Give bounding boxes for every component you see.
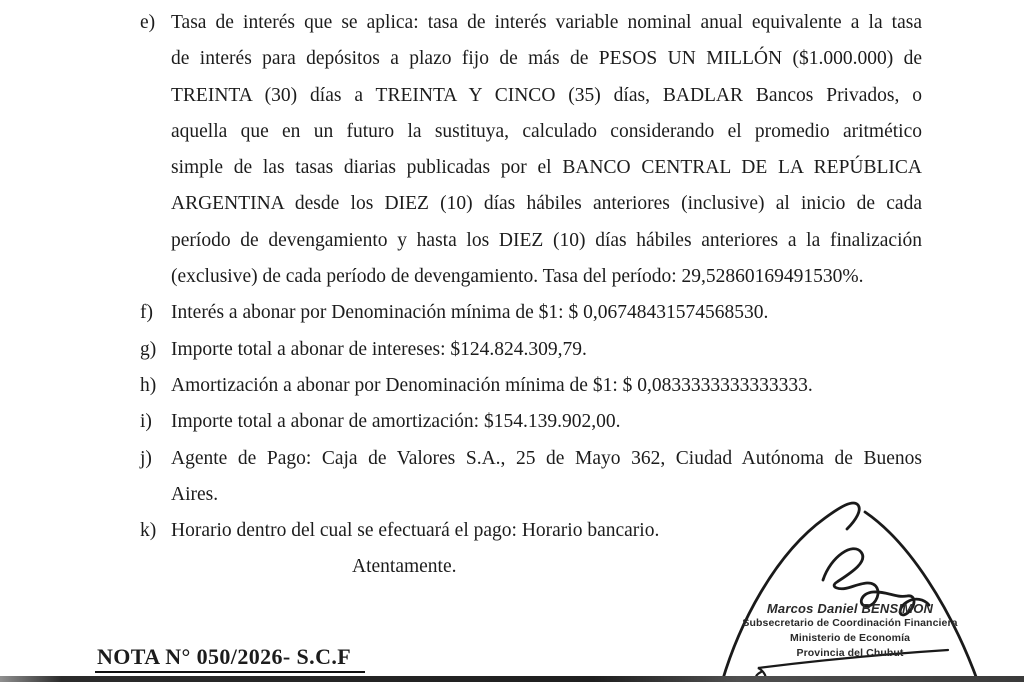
document-line: (exclusive) de cada período de devengamiento. Tasa del período: 29,52860169491530%.	[171, 266, 864, 288]
item-label: j)	[140, 447, 152, 469]
item-label: k)	[140, 520, 157, 542]
closing-salutation: Atentamente.	[352, 556, 457, 578]
item-text	[171, 368, 922, 404]
signer-org: Ministerio de Economía	[789, 632, 911, 644]
item-text	[171, 513, 922, 549]
list-item-f	[140, 295, 922, 331]
item-label: h)	[140, 374, 157, 396]
list-item-k	[140, 513, 922, 549]
document-line: Amortización a abonar por Denominación mínima de $1: $ 0,0833333333333333.	[171, 374, 813, 396]
item-label: g)	[140, 338, 157, 360]
item-label: i)	[140, 411, 152, 433]
document-line: simple de las tasas diarias publicadas por el BANCO CENTRAL DE LA REPÚBLICA	[171, 157, 922, 179]
item-text	[171, 295, 922, 331]
document-line: aquella que en un futuro la sustituya, calculado considerando el promedio aritmético	[171, 120, 922, 142]
document-line: Agente de Pago: Caja de Valores S.A., 25 de Mayo 362, Ciudad Autónoma de Buenos	[171, 447, 922, 469]
document-line: período de devengamiento y hasta los DIEZ (10) días hábiles anteriores a la finalización	[171, 229, 922, 251]
page-bottom-scan-edge	[0, 676, 1024, 682]
item-text	[171, 332, 922, 368]
list-item-j	[140, 441, 922, 514]
item-text	[171, 5, 922, 295]
list-item-e	[140, 5, 922, 295]
document-line: Aires.	[171, 483, 219, 505]
list-item-i	[140, 404, 922, 440]
document-line: Importe total a abonar de amortización: $154.139.902,00.	[171, 411, 621, 433]
signer-province: Provincia del Chubut	[796, 647, 904, 659]
document-line: Tasa de interés que se aplica: tasa de interés variable nominal anual equivalente a la tasa	[171, 12, 922, 33]
note-number: NOTA N° 050/2026- S.C.F	[95, 644, 365, 673]
item-label: e)	[140, 12, 156, 33]
document-line: Interés a abonar por Denominación mínima de $1: $ 0,06748431574568530.	[171, 302, 769, 324]
list-item-g	[140, 332, 922, 368]
item-text	[171, 441, 922, 514]
item-text	[171, 404, 922, 440]
item-label: f)	[140, 302, 153, 324]
document-line: de interés para depósitos a plazo fijo de más de PESOS UN MILLÓN ($1.000.000) de	[171, 48, 922, 70]
list-item-h	[140, 368, 922, 404]
signer-title: Subsecretario de Coordinación Financiera	[742, 617, 958, 629]
document-line: Importe total a abonar de intereses: $124.824.309,79.	[171, 338, 587, 360]
document-line: Horario dentro del cual se efectuará el pago: Horario bancario.	[171, 520, 660, 542]
document-line: TREINTA (30) días a TREINTA Y CINCO (35) días, BADLAR Bancos Privados, o	[171, 84, 922, 106]
signature-block	[688, 601, 1012, 661]
signer-name: Marcos Daniel BENSIMON	[766, 601, 934, 616]
document-line: ARGENTINA desde los DIEZ (10) días hábiles anteriores (inclusive) al inicio de cada	[171, 193, 922, 215]
document-body	[140, 5, 922, 586]
